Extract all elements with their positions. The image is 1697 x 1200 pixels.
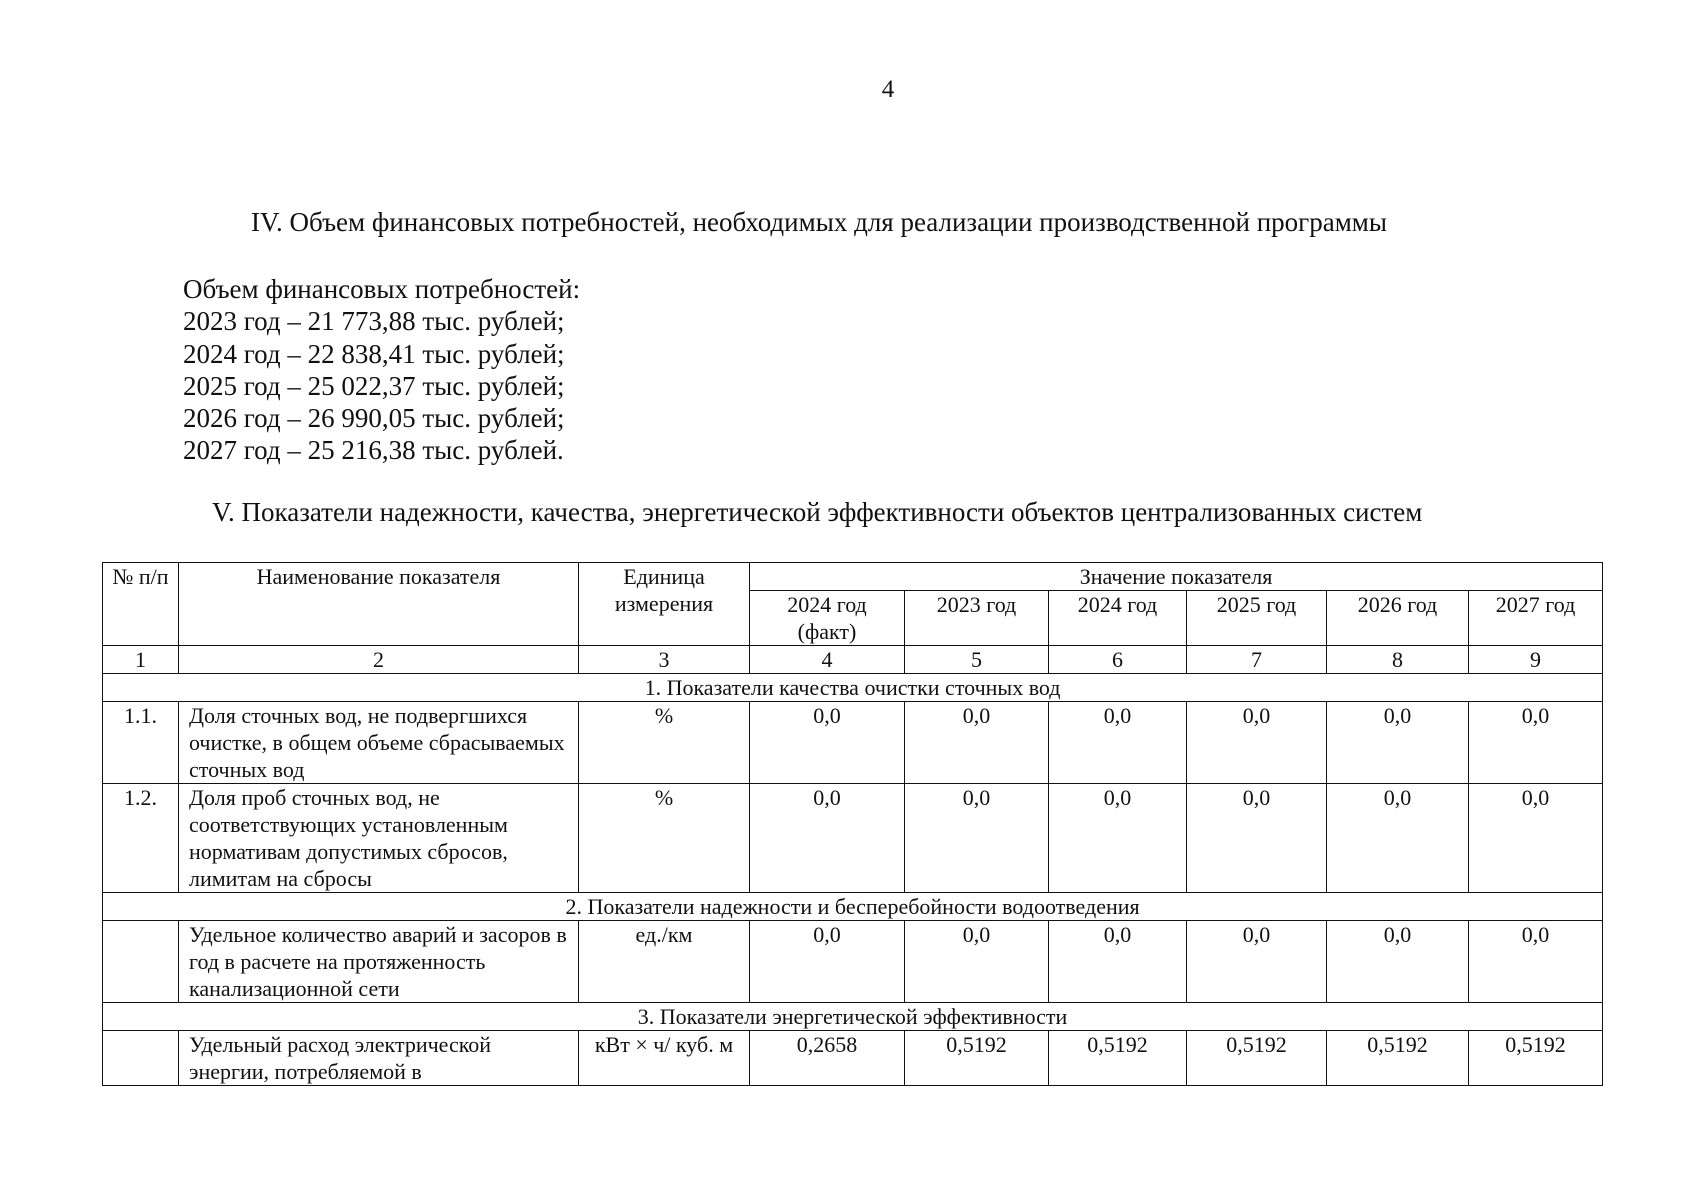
table-header-row: [103, 563, 1603, 591]
row-num: [103, 1031, 179, 1086]
row-value: 0,0: [750, 702, 905, 784]
row-num: [103, 921, 179, 1003]
column-number: 6: [1049, 646, 1187, 674]
table-row: [103, 1031, 1603, 1086]
column-number: 9: [1469, 646, 1603, 674]
row-value: 0,0: [750, 784, 905, 893]
header-value-group: Значение показателя: [750, 563, 1603, 591]
row-num: 1.2.: [103, 784, 179, 893]
column-number: 2: [179, 646, 579, 674]
row-value: 0,0: [905, 921, 1049, 1003]
financial-needs-line: 2025 год – 25 022,37 тыс. рублей;: [183, 370, 565, 401]
header-year: 2027 год: [1469, 591, 1603, 646]
financial-needs-intro: Объем финансовых потребностей:: [183, 274, 581, 304]
section-4-title: IV. Объем финансовых потребностей, необходимых для реализации производственной программы: [251, 207, 1388, 237]
financial-needs-line: 2024 год – 22 838,41 тыс. рублей;: [183, 338, 565, 369]
row-value: 0,2658: [750, 1031, 905, 1086]
row-value: 0,0: [1187, 921, 1327, 1003]
row-name: Доля проб сточных вод, не соответствующих установленным нормативам допустимых сбросов, лимитам на сбросы: [179, 784, 579, 893]
header-unit: Единица измерения: [579, 563, 750, 646]
column-number: 4: [750, 646, 905, 674]
header-year: 2024 год (факт): [750, 591, 905, 646]
row-value: 0,5192: [1469, 1031, 1603, 1086]
table-row: [103, 784, 1603, 893]
row-value: 0,0: [1049, 702, 1187, 784]
header-year: 2024 год: [1049, 591, 1187, 646]
row-unit: %: [579, 702, 750, 784]
group-title: 2. Показатели надежности и бесперебойности водоотведения: [103, 893, 1603, 921]
page-number: 4: [881, 76, 895, 103]
row-value: 0,0: [1469, 784, 1603, 893]
row-value: 0,0: [1469, 702, 1603, 784]
column-number: 8: [1327, 646, 1469, 674]
header-num: № п/п: [103, 563, 179, 646]
row-value: 0,5192: [905, 1031, 1049, 1086]
row-value: 0,0: [1049, 921, 1187, 1003]
column-number: 5: [905, 646, 1049, 674]
row-value: 0,5192: [1187, 1031, 1327, 1086]
column-numbers-row: [103, 646, 1603, 674]
financial-needs-block: [183, 273, 580, 467]
column-number: 7: [1187, 646, 1327, 674]
column-number: 3: [579, 646, 750, 674]
group-title: 1. Показатели качества очистки сточных вод: [103, 674, 1603, 702]
row-value: 0,0: [750, 921, 905, 1003]
row-value: 0,0: [1049, 784, 1187, 893]
row-unit: кВт × ч/ куб. м: [579, 1031, 750, 1086]
row-value: 0,0: [1469, 921, 1603, 1003]
row-value: 0,0: [1327, 784, 1469, 893]
row-num: 1.1.: [103, 702, 179, 784]
indicators-table: [102, 562, 1603, 1086]
group-title-row: [103, 674, 1603, 702]
section-5-title: V. Показатели надежности, качества, энергетической эффективности объектов централизованных систем: [212, 497, 1423, 527]
row-value: 0,0: [1187, 784, 1327, 893]
row-name: Доля сточных вод, не подвергшихся очистке, в общем объеме сбрасываемых сточных вод: [179, 702, 579, 784]
row-value: 0,0: [905, 702, 1049, 784]
header-year: 2023 год: [905, 591, 1049, 646]
group-title-row: [103, 893, 1603, 921]
row-value: 0,0: [1187, 702, 1327, 784]
row-value: 0,5192: [1327, 1031, 1469, 1086]
financial-needs-line: 2023 год – 21 773,88 тыс. рублей;: [183, 306, 565, 337]
row-value: 0,0: [1327, 702, 1469, 784]
row-value: 0,0: [905, 784, 1049, 893]
table-row: [103, 921, 1603, 1003]
financial-needs-line: 2026 год – 26 990,05 тыс. рублей;: [183, 403, 565, 434]
column-number: 1: [103, 646, 179, 674]
row-unit: ед./км: [579, 921, 750, 1003]
row-name: Удельный расход электрической энергии, потребляемой в: [179, 1031, 579, 1086]
financial-needs-line: 2027 год – 25 216,38 тыс. рублей.: [183, 435, 564, 466]
header-year: 2026 год: [1327, 591, 1469, 646]
group-title: 3. Показатели энергетической эффективности: [103, 1003, 1603, 1031]
header-year: 2025 год: [1187, 591, 1327, 646]
row-value: 0,0: [1327, 921, 1469, 1003]
table-row: [103, 702, 1603, 784]
row-unit: %: [579, 784, 750, 893]
row-value: 0,5192: [1049, 1031, 1187, 1086]
group-title-row: [103, 1003, 1603, 1031]
header-name: Наименование показателя: [179, 563, 579, 646]
row-name: Удельное количество аварий и засоров в год в расчете на протяженность канализационной сети: [179, 921, 579, 1003]
